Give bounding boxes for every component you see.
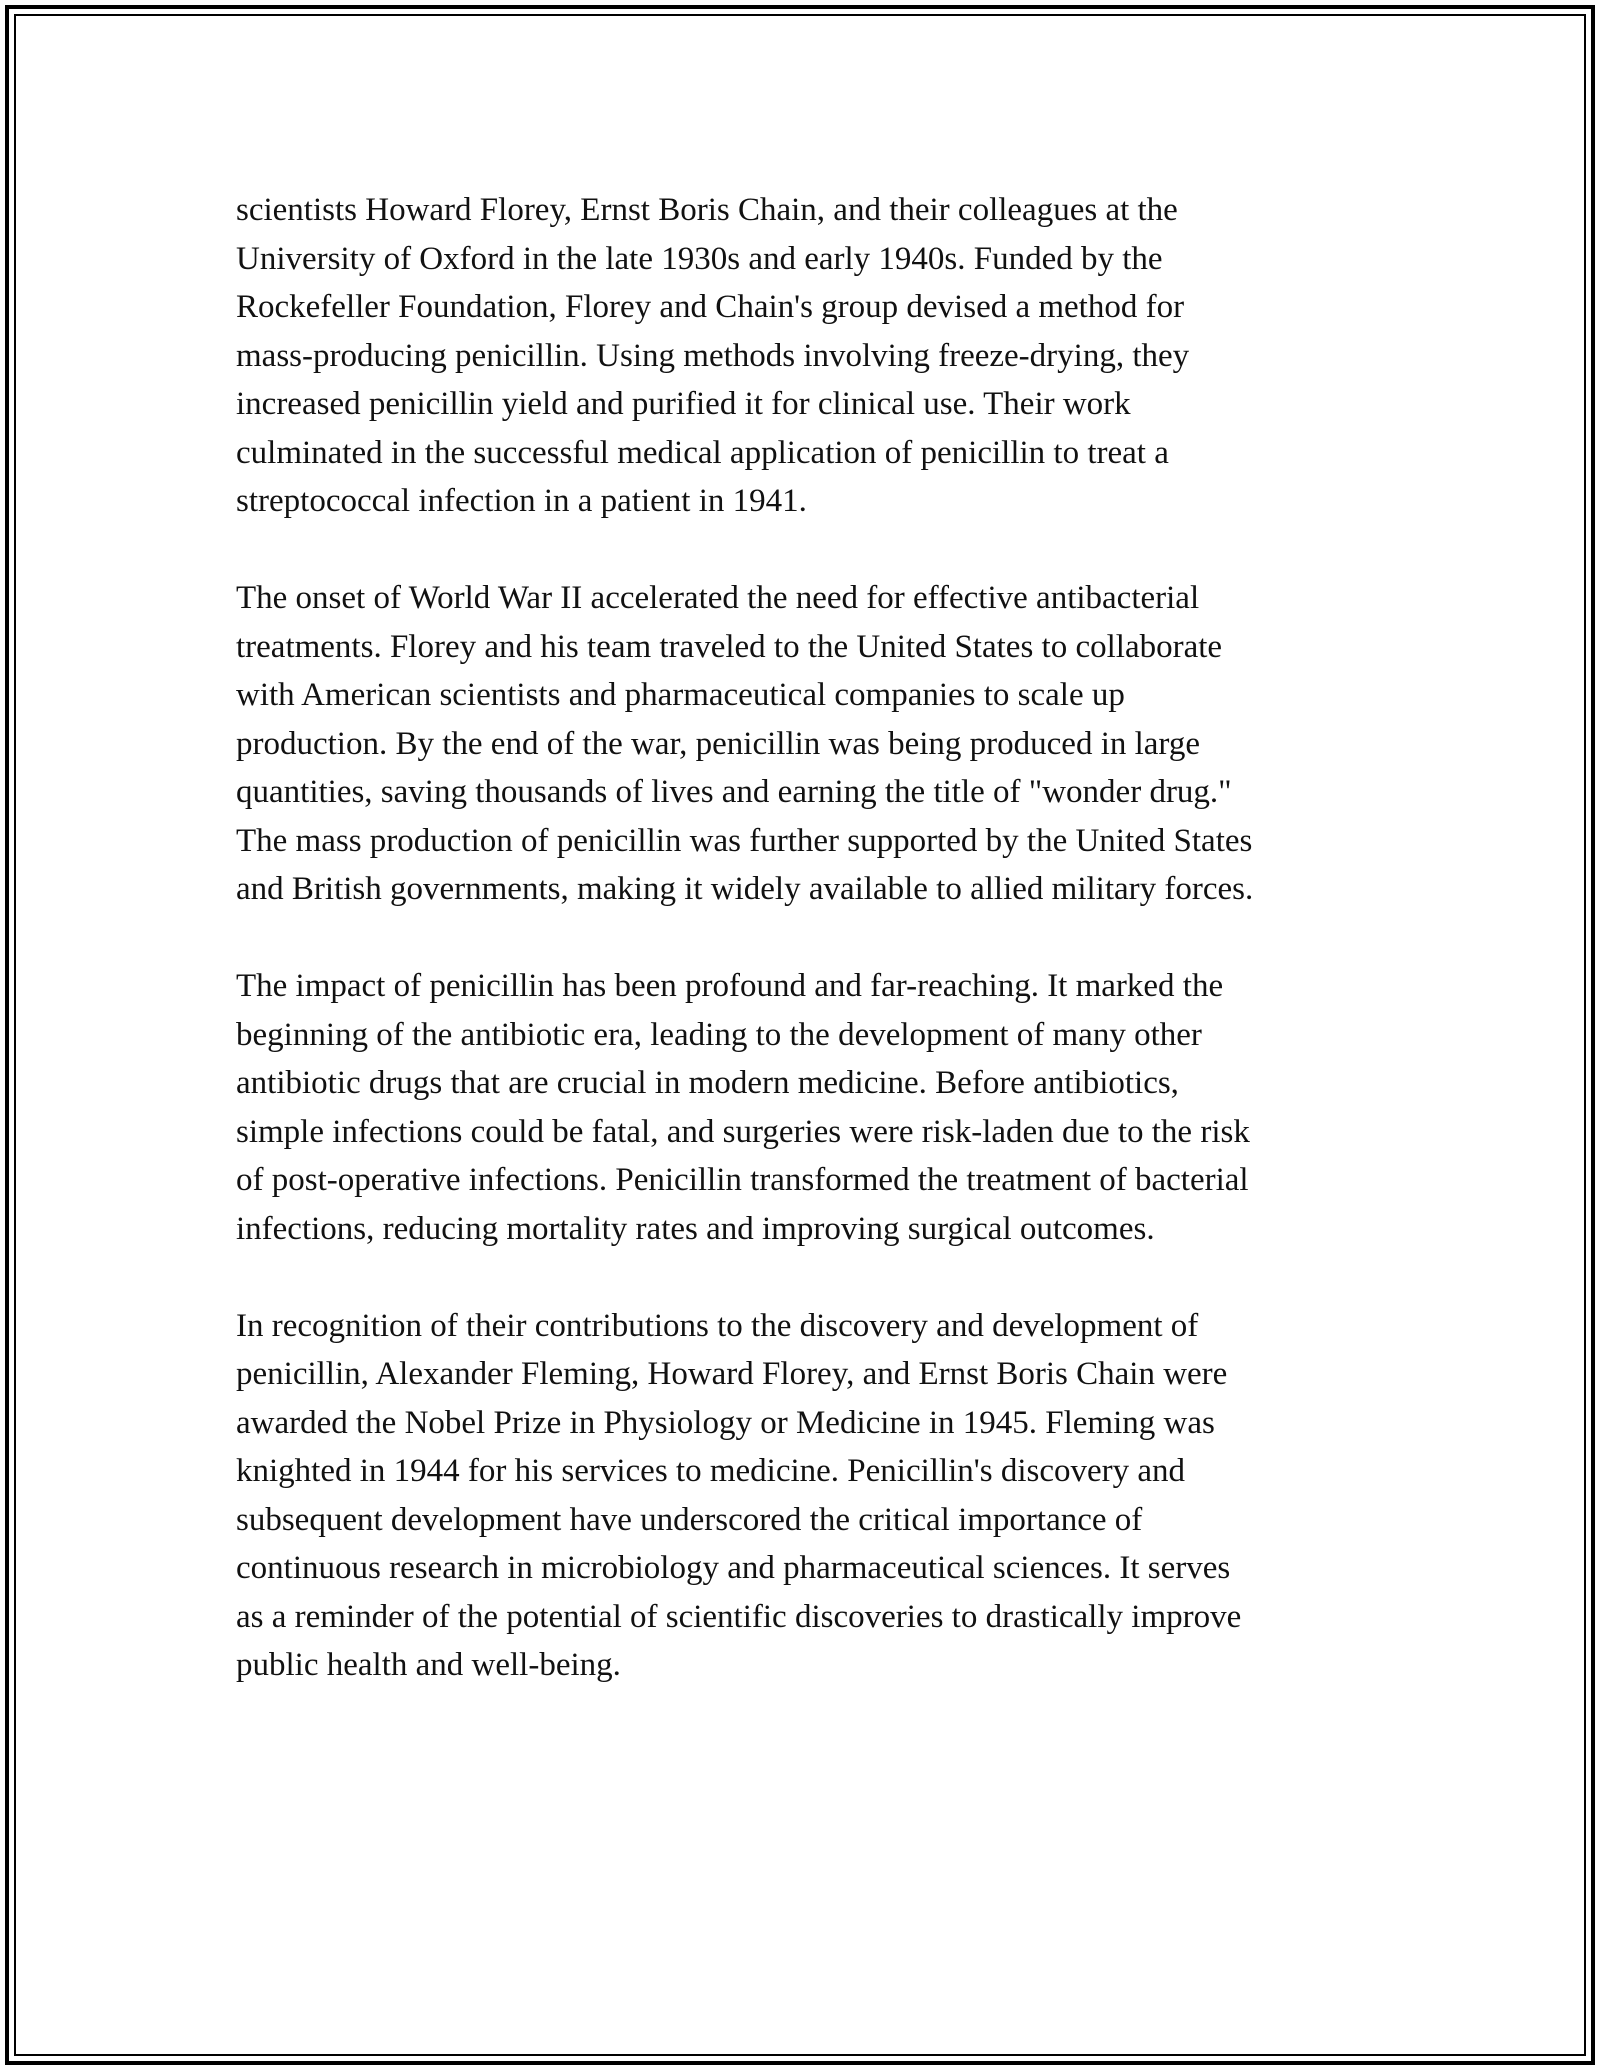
text-line: knighted in 1944 for his services to medicine. Penicillin's discovery and — [236, 1453, 1186, 1489]
text-line: streptococcal infection in a patient in 1941. — [236, 483, 807, 519]
text-line: antibiotic drugs that are crucial in modern medicine. Before antibiotics, — [236, 1065, 1179, 1101]
text-line: culminated in the successful medical application of penicillin to treat a — [236, 434, 1169, 471]
text-line: production. By the end of the war, penicillin was being produced in large — [236, 725, 1200, 762]
text-line: penicillin, Alexander Fleming, Howard Florey, and Ernst Boris Chain were — [236, 1356, 1228, 1392]
text-line: quantities, saving thousands of lives and earning the title of "wonder drug." — [236, 774, 1232, 810]
paragraph-recognition — [236, 1302, 1396, 1690]
text-line: scientists Howard Florey, Ernst Boris Chain, and their colleagues at the — [236, 192, 1178, 228]
text-line: The mass production of penicillin was further supported by the United States — [236, 822, 1253, 859]
text-line: and British governments, making it widely available to allied military forces. — [236, 871, 1254, 907]
paragraph-florey-chain — [236, 186, 1396, 526]
text-line: continuous research in microbiology and pharmaceutical sciences. It serves — [236, 1550, 1231, 1586]
document-body — [236, 186, 1396, 1738]
text-line: mass-producing penicillin. Using methods involving freeze-drying, they — [236, 337, 1190, 374]
paragraph-impact — [236, 962, 1396, 1253]
text-line: University of Oxford in the late 1930s and early 1940s. Funded by the — [236, 240, 1163, 277]
text-line: In recognition of their contributions to the discovery and development of — [236, 1307, 1199, 1344]
text-line: as a reminder of the potential of scientific discoveries to drastically improve — [236, 1598, 1242, 1635]
text-line: with American scientists and pharmaceutical companies to scale up — [236, 677, 1125, 713]
text-line: treatments. Florey and his team traveled to the United States to collaborate — [236, 628, 1223, 665]
text-line: Rockefeller Foundation, Florey and Chain's group devised a method for — [236, 289, 1185, 325]
text-line: of post-operative infections. Penicillin transformed the treatment of bacterial — [236, 1162, 1249, 1198]
text-line: awarded the Nobel Prize in Physiology or Medicine in 1945. Fleming was — [236, 1404, 1215, 1441]
text-line: public health and well-being. — [236, 1647, 621, 1683]
text-line: increased penicillin yield and purified it for clinical use. Their work — [236, 386, 1131, 422]
text-line: beginning of the antibiotic era, leading to the development of many other — [236, 1016, 1202, 1053]
paragraph-world-war-ii — [236, 574, 1396, 914]
text-line: subsequent development have underscored the critical importance of — [236, 1501, 1143, 1538]
text-line: The onset of World War II accelerated the need for effective antibacterial — [236, 580, 1200, 616]
text-line: The impact of penicillin has been profound and far-reaching. It marked the — [236, 968, 1224, 1004]
text-line: infections, reducing mortality rates and improving surgical outcomes. — [236, 1210, 1155, 1247]
text-line: simple infections could be fatal, and surgeries were risk-laden due to the risk — [236, 1113, 1250, 1150]
